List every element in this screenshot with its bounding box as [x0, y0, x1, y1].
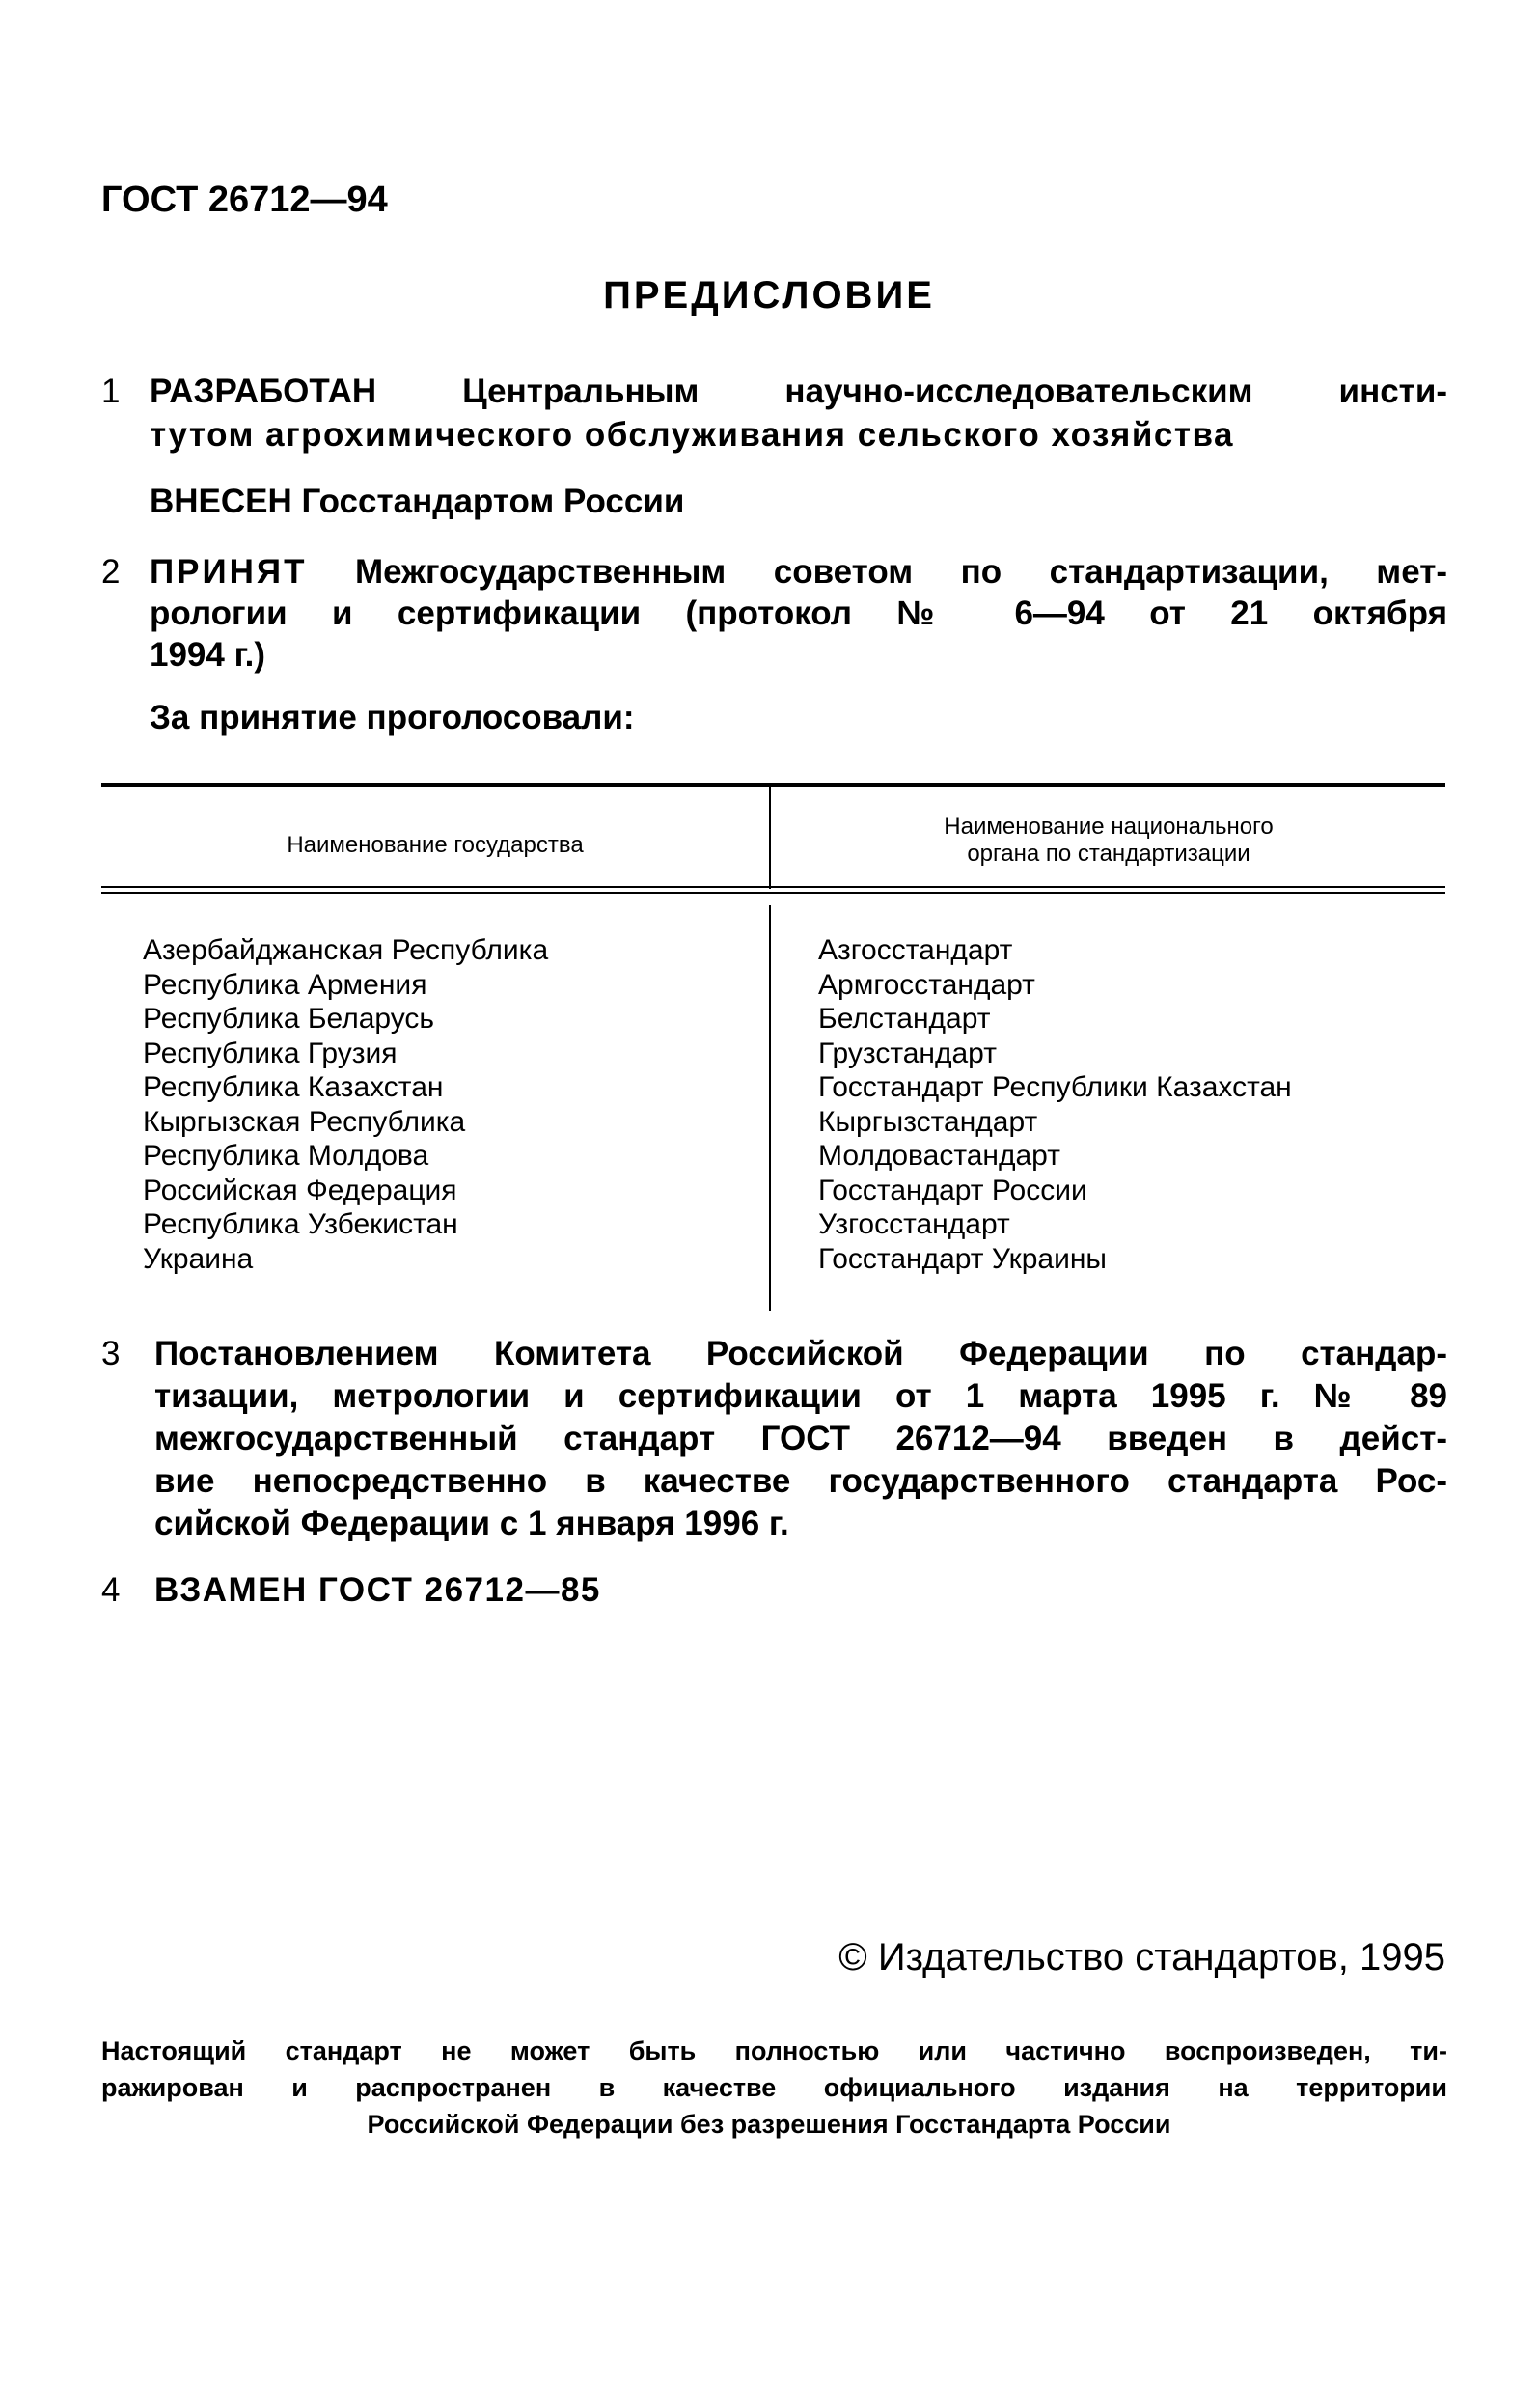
item-2-line-3: 1994 г.) [150, 636, 266, 674]
item-number: 4 [101, 1571, 121, 1609]
national-body-cell: Госстандарт Украины [818, 1242, 1107, 1275]
item-1-line-1 [150, 373, 1447, 411]
item-label: ПРИНЯТ [150, 553, 308, 591]
national-body-cell: Армгосстандарт [818, 968, 1035, 1001]
item-3-line: тизации, метрологии и сертификации от 1 марта 1995 г. № 89 [154, 1377, 1447, 1415]
national-body-cell: Азгосстандарт [818, 934, 1013, 966]
copyright-text: Издательство стандартов, 1995 [877, 1936, 1445, 1979]
header-state: Наименование государства [287, 832, 584, 858]
copyright-icon: © [838, 1936, 867, 1979]
state-cell: Азербайджанская Республика [143, 934, 549, 966]
state-cell: Кыргызская Республика [143, 1105, 466, 1138]
state-cell: Республика Беларусь [143, 1003, 435, 1035]
item-1-line-2: тутом агрохимического обслуживания сельского хозяйства [150, 416, 1234, 454]
state-cell: Республика Казахстан [143, 1071, 444, 1103]
column-divider [769, 905, 771, 1311]
state-cell: Республика Молдова [143, 1140, 429, 1172]
national-body-cell: Узгосстандарт [818, 1208, 1010, 1240]
voted-heading: За принятие проголосовали: [150, 699, 635, 736]
item-3-line: Постановлением Комитета Российской Федерации по стандар- [154, 1335, 1447, 1372]
item-3-line: сийской Федерации с 1 января 1996 г. [154, 1505, 789, 1542]
table-top-rule [101, 783, 1445, 787]
header-rule [101, 892, 1445, 894]
national-body-cell: Молдовастандарт [818, 1140, 1060, 1172]
header-line: органа по стандартизации [967, 841, 1250, 867]
item-3-line: вие непосредственно в качестве государственного стандарта Рос- [154, 1462, 1447, 1500]
item-3-line: межгосударственный стандарт ГОСТ 26712—94 введен в дейст- [154, 1420, 1447, 1457]
state-cell: Украина [143, 1242, 254, 1275]
national-body-cell: Госстандарт Республики Казахстан [818, 1071, 1292, 1103]
item-label: РАЗРАБОТАН [150, 373, 377, 410]
state-cell: Республика Узбекистан [143, 1208, 458, 1240]
national-body-cell: Белстандарт [818, 1003, 991, 1035]
item-2-line-2: рологии и сертификации (протокол № 6—94 от 21 октября [150, 595, 1447, 632]
page-title: ПРЕДИСЛОВИЕ [603, 274, 935, 317]
state-cell: Республика Армения [143, 968, 427, 1001]
item-number: 2 [101, 553, 121, 591]
footer-line: Настоящий стандарт не может быть полностью или частично воспроизведен, ти- [101, 2036, 1447, 2065]
item-number: 1 [101, 373, 121, 410]
header-rule [101, 886, 1445, 888]
national-body-cell: Кыргызстандарт [818, 1105, 1038, 1138]
footer-line: Российской Федерации без разрешения Госстандарта России [367, 2110, 1171, 2139]
header-national-body [771, 814, 1446, 868]
footer-line: ражирован и распространен в качестве официального издания на территории [101, 2073, 1447, 2102]
item-text: Центральным научно-исследовательским инсти- [462, 373, 1447, 410]
replaces-text: ВЗАМЕН ГОСТ 26712—85 [154, 1571, 601, 1609]
item-2-line-1 [150, 553, 1447, 592]
introduced-line [150, 483, 684, 521]
document-id: ГОСТ 26712—94 [101, 180, 388, 220]
introduced-text: Госстандартом России [301, 483, 685, 520]
state-cell: Российская Федерация [143, 1174, 457, 1206]
item-number: 3 [101, 1335, 121, 1372]
national-body-cell: Госстандарт России [818, 1174, 1087, 1206]
item-text: Межгосударственным советом по стандартизации, мет- [354, 553, 1447, 591]
national-body-cell: Грузстандарт [818, 1037, 997, 1069]
introduced-label: ВНЕСЕН [150, 483, 292, 520]
state-cell: Республика Грузия [143, 1037, 398, 1069]
header-line: Наименование национального [944, 814, 1274, 840]
copyright [838, 1936, 1445, 1979]
